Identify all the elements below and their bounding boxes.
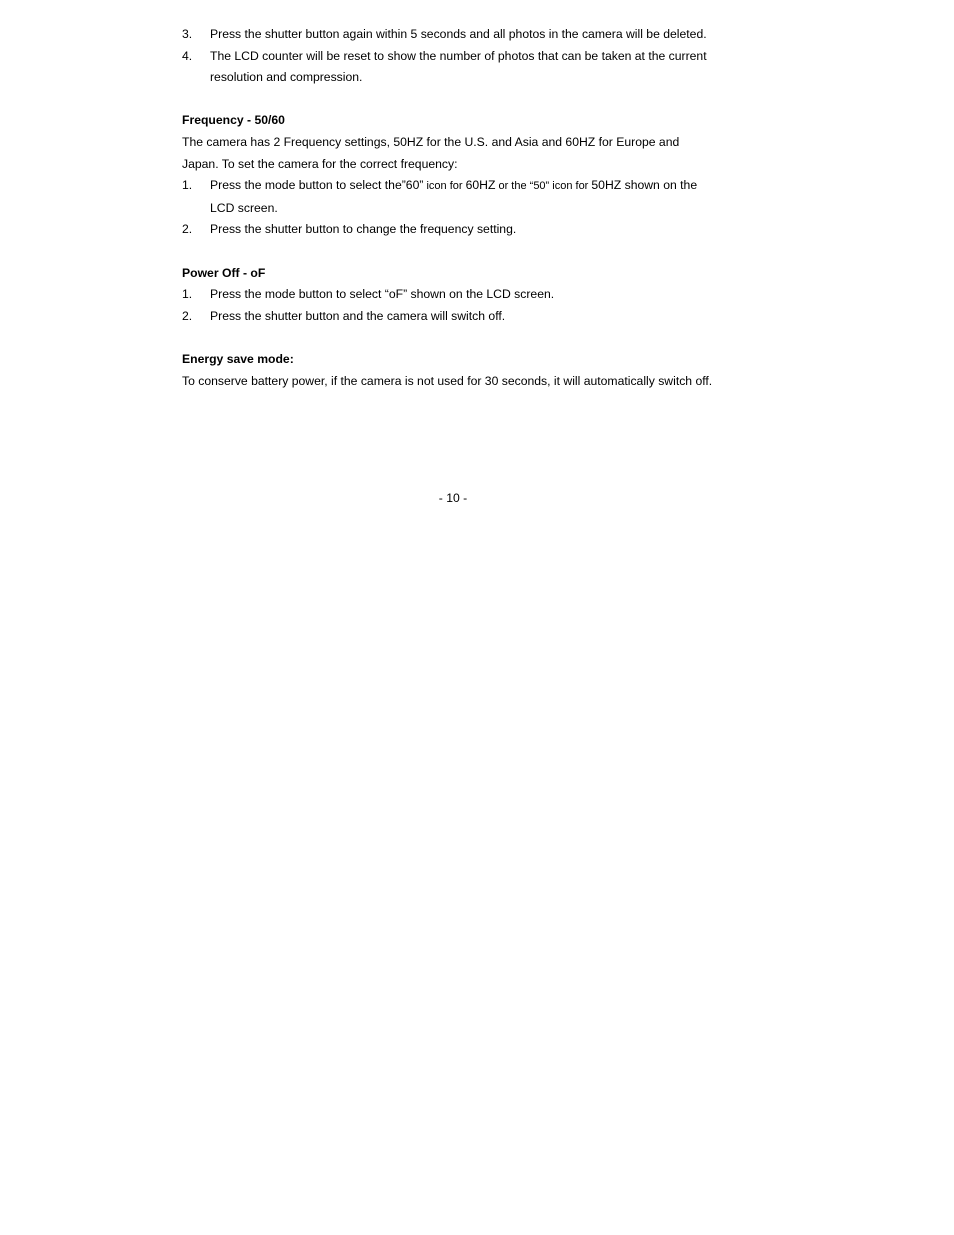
page-content: [182, 24, 742, 392]
list-number: 1.: [182, 178, 193, 193]
list-number: 3.: [182, 27, 193, 41]
list-text-line: The LCD counter will be reset to show the number of photos that can be taken at the current: [210, 48, 707, 63]
list-item: [182, 175, 742, 219]
list-text-line: resolution and compression.: [210, 70, 363, 85]
list-item: [182, 46, 742, 89]
text-segment: 60HZ: [465, 178, 496, 193]
list-text: [210, 175, 742, 219]
list-text-line: LCD screen.: [210, 200, 278, 215]
section-heading-frequency: Frequency - 50/60: [182, 113, 285, 128]
list-number: 1.: [182, 287, 193, 302]
text-segment: icon for: [423, 180, 466, 193]
list-text: Press the shutter button and the camera will switch off.: [210, 308, 506, 323]
list-text: Press the mode button to select “oF” shown on the LCD screen.: [210, 287, 555, 302]
paragraph-line: The camera has 2 Frequency settings, 50HZ for the U.S. and Asia and 60HZ for Europe and: [182, 134, 680, 149]
paragraph-line: To conserve battery power, if the camera is not used for 30 seconds, it will automatically switch off.: [182, 373, 713, 388]
text-segment: Press the mode button to select the”60”: [210, 178, 424, 193]
text-segment: “50”: [529, 180, 550, 193]
list-number: 2.: [182, 222, 193, 237]
list-item: [182, 284, 742, 306]
list-number: 2.: [182, 308, 193, 323]
list-item: [182, 24, 742, 46]
list-item: [182, 306, 742, 328]
section-heading-energy-save: Energy save mode:: [182, 351, 294, 366]
list-text: [210, 46, 742, 89]
section-heading-power-off: Power Off - oF: [182, 265, 266, 280]
page-number: - 10 -: [438, 491, 468, 505]
text-segment: or the: [495, 180, 530, 193]
list-item: [182, 219, 742, 241]
list-number: 4.: [182, 48, 193, 63]
text-segment: icon for: [549, 180, 592, 193]
list-text: Press the shutter button again within 5 seconds and all photos in the camera will be deleted.: [210, 27, 707, 41]
text-segment: 50HZ shown on the: [591, 178, 698, 193]
paragraph-line: Japan. To set the camera for the correct frequency:: [182, 156, 458, 171]
list-text: Press the shutter button to change the frequency setting.: [210, 222, 517, 237]
